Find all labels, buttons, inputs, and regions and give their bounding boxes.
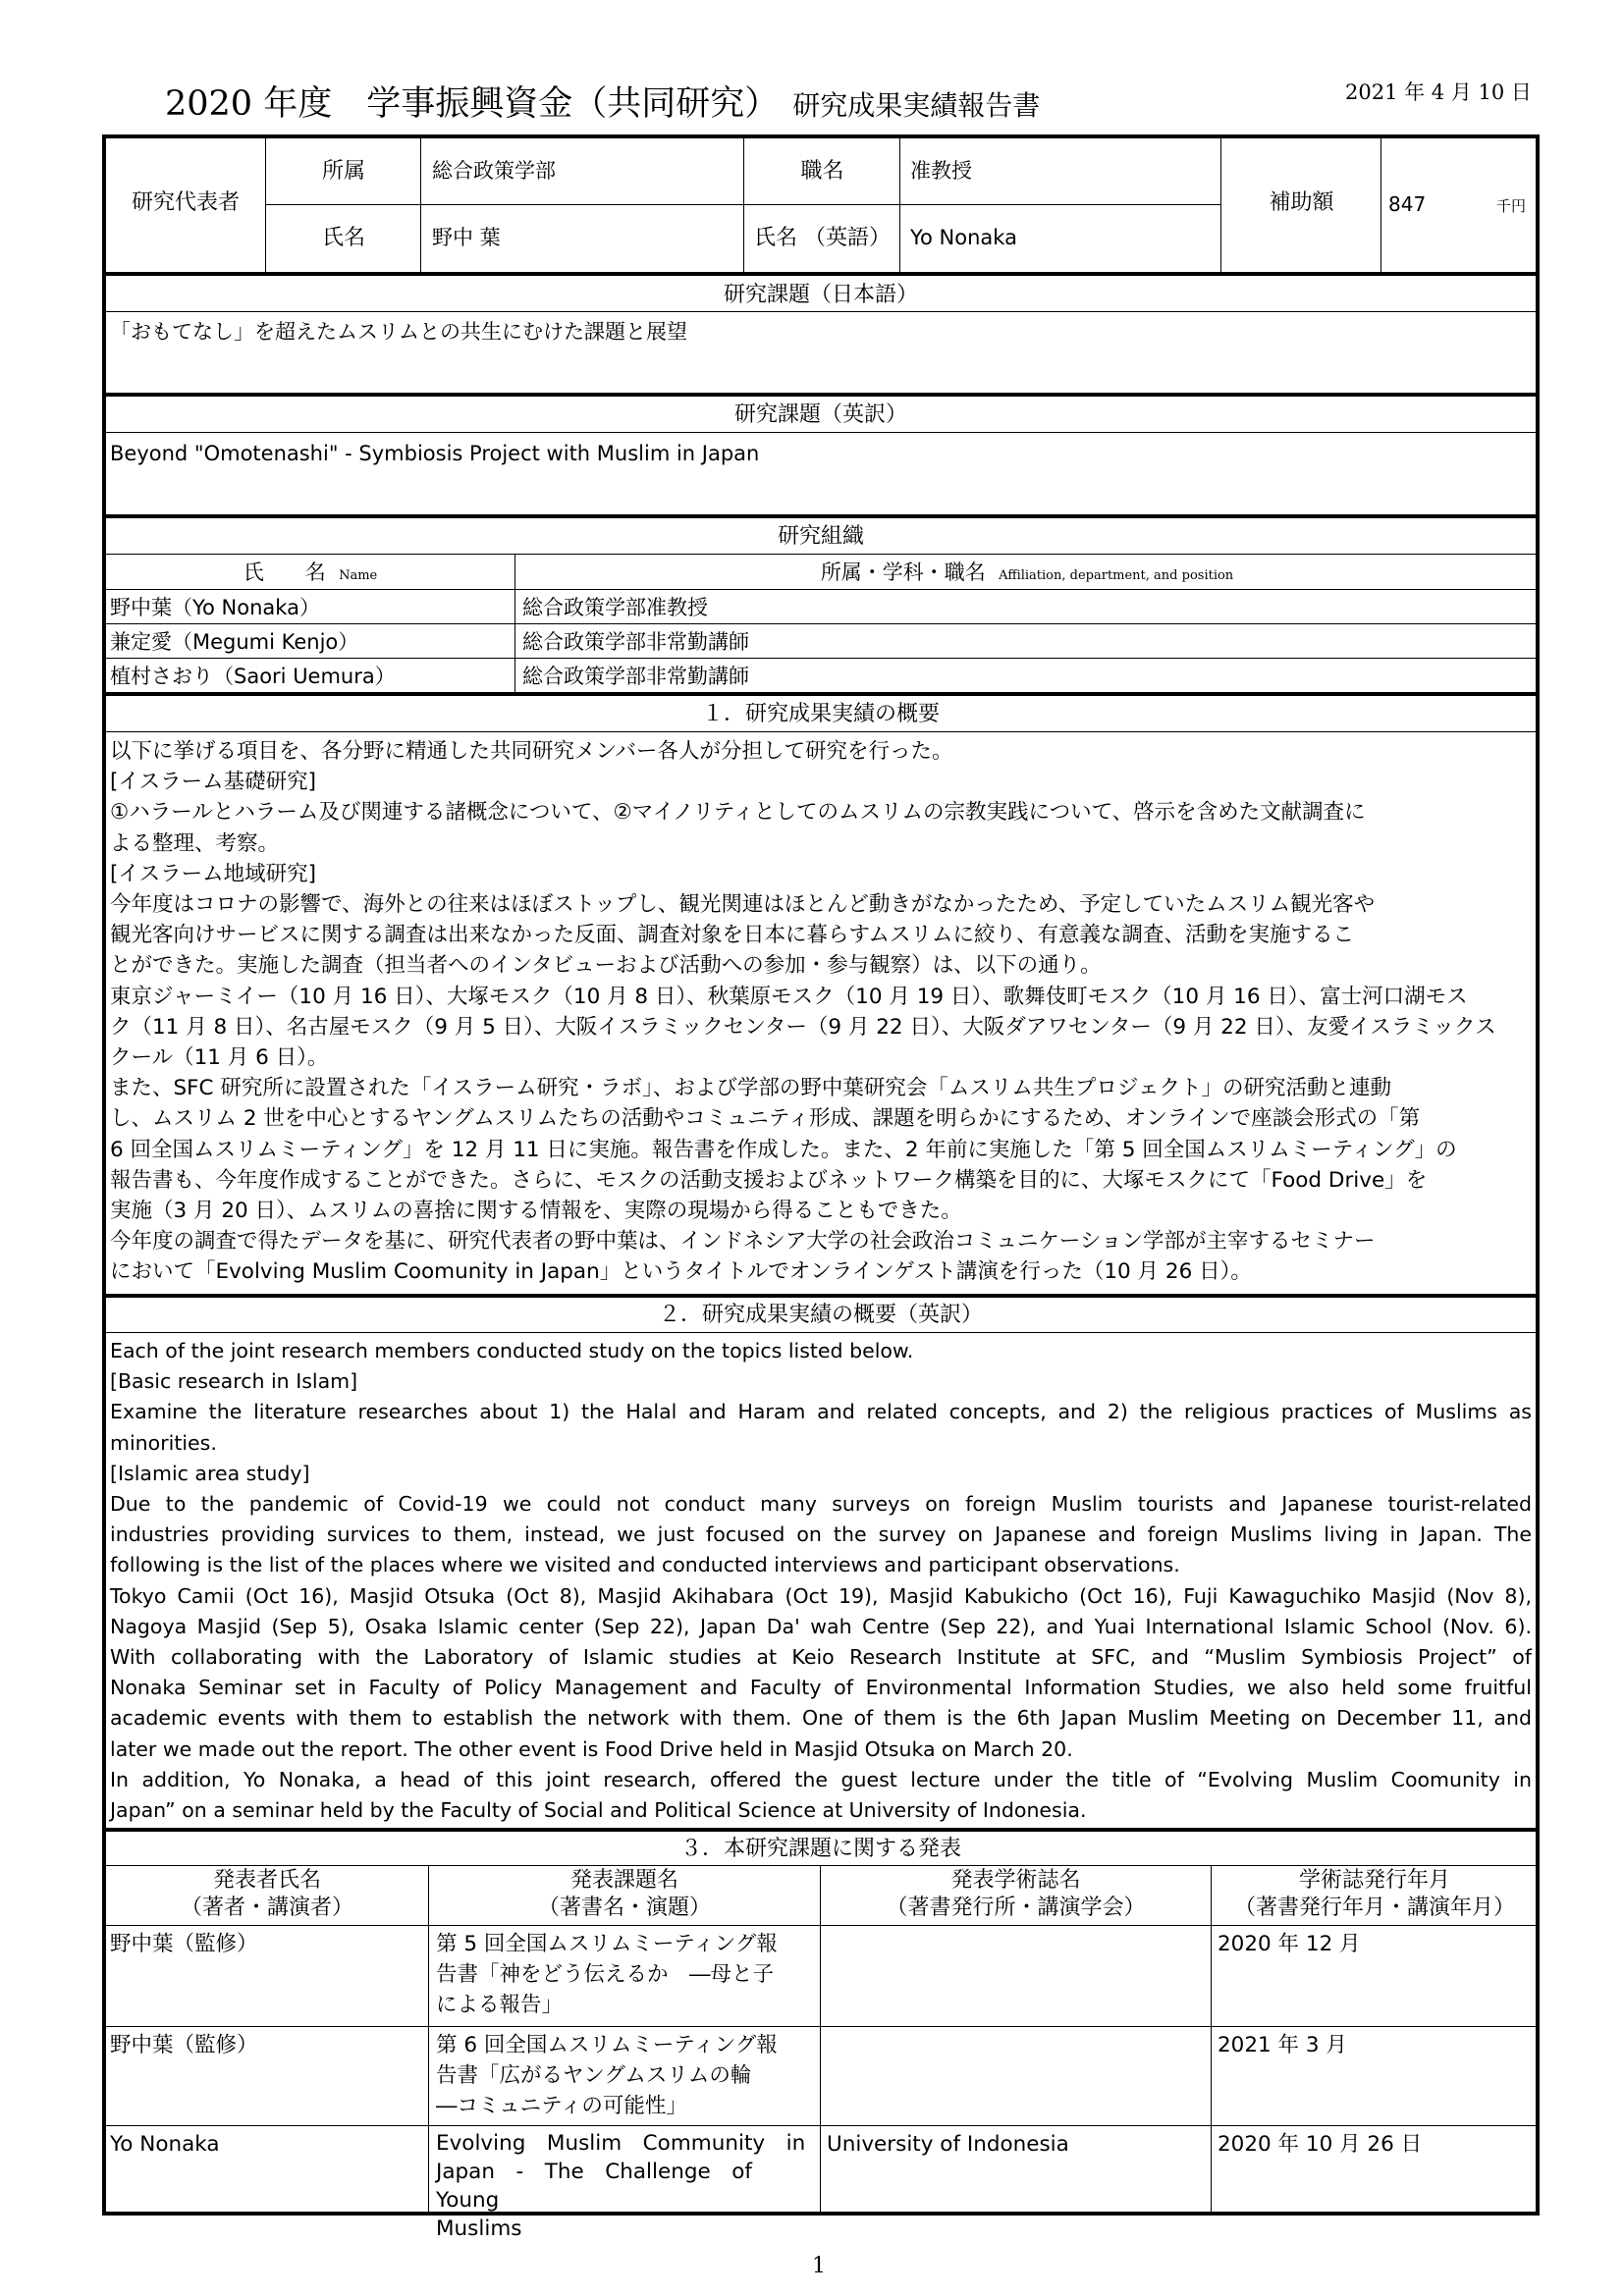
- member-aff: 総合政策学部准教授: [522, 596, 708, 619]
- summary-ja-body: [110, 736, 1532, 1288]
- org-col-aff-en: Affiliation, department, and position: [999, 568, 1234, 583]
- summary-line: Each of the joint research members conducted study on the topics listed below.: [110, 1339, 914, 1362]
- org-col-aff-ja: 所属・学科・職名: [820, 561, 986, 584]
- grant-value: 847: [1388, 192, 1427, 216]
- divider: [104, 1865, 1538, 1866]
- summary-line: とができた。実施した調査（担当者へのインタビューおよび活動への参加・参与観察）は、以下の通り。: [110, 953, 1102, 979]
- page-title: [165, 77, 1040, 126]
- summary-line: 以下に挙げる項目を、各分野に精通した共同研究メンバー各人が分担して研究を行った。: [110, 739, 953, 764]
- divider: [1380, 136, 1381, 273]
- summary-line: With collaborating with the Laboratory of Islamic studies at Keio Research Institute at SFC, and “Muslim Symbiosis Project” of: [110, 1645, 1532, 1670]
- col-header-date: [1212, 1867, 1538, 1922]
- col-header-line: （著者・講演者）: [180, 1896, 353, 1920]
- divider: [104, 514, 1538, 518]
- col-header-line: 学術誌発行年月: [1298, 1868, 1450, 1893]
- summary-line: [Islamic area study]: [110, 1461, 310, 1485]
- summary-en-body: [110, 1336, 1532, 1826]
- pub-title: [436, 1929, 814, 2020]
- divider: [104, 272, 1538, 276]
- col-header-line: （著書発行所・講演学会）: [886, 1896, 1146, 1920]
- pub-title: [436, 2129, 814, 2243]
- member-aff: 総合政策学部非常勤講師: [522, 665, 749, 688]
- grant-label: 補助額: [1269, 190, 1334, 215]
- member-name: 植村さおり（Saori Uemura）: [110, 665, 396, 688]
- summary-line: 観光客向けサービスに関する調査は出来なかった反面、調査対象を日本に暮らすムスリムに絞り、有意義な調査、活動を実施するこ: [110, 923, 1355, 948]
- summary-line: following is the list of the places where we visited and conducted interviews and participant observations.: [110, 1553, 1180, 1577]
- pub-title-line: Muslims: [436, 2216, 522, 2241]
- summary-line: 今年度の調査で得たデータを基に、研究代表者の野中葉は、インドネシア大学の社会政治コミュニケーション学部が主宰するセミナー: [110, 1229, 1376, 1255]
- pub-title-line: Japan - The Challenge of Young: [436, 2160, 774, 2213]
- affiliation-value: 総合政策学部: [432, 159, 556, 183]
- summary-line: Nonaka Seminar set in Faculty of Policy Management and Faculty of Environmental Information Studies, we also held some fruitful: [110, 1676, 1532, 1700]
- pub-author: 野中葉（監修）: [110, 2033, 258, 2057]
- member-aff: 総合政策学部非常勤講師: [522, 630, 749, 654]
- divider: [104, 1828, 1538, 1832]
- summary-line: Tokyo Camii (Oct 16), Masjid Otsuka (Oct 8), Masjid Akihabara (Oct 19), Masjid Kabukicho (Oct 16), Fuji Kawaguchiko Masjid (Nov 8),: [110, 1583, 1532, 1608]
- pub-author: Yo Nonaka: [110, 2132, 220, 2157]
- summary-line: minorities.: [110, 1430, 217, 1455]
- pub-title: [436, 2030, 814, 2121]
- col-header-line: 発表学術誌名: [950, 1868, 1081, 1893]
- summary-line: また、SFC 研究所に設置された「イスラーム研究・ラボ」、および学部の野中葉研究会「ムスリム共生プロジェクト」の研究活動と連動: [110, 1076, 1391, 1101]
- summary-line: In addition, Yo Nonaka, a head of this joint research, offered the guest lecture under the title of “Evolving Muslim Coomunity in: [110, 1767, 1532, 1791]
- summary-line: later we made out the report. The other event is Food Drive held in Masjid Otsuka on March 20.: [110, 1736, 1073, 1761]
- col-header-author: [106, 1867, 428, 1922]
- divider: [104, 311, 1538, 312]
- divider: [104, 1294, 1538, 1298]
- summary-line: 6 回全国ムスリムミーティング」を 12 月 11 日に実施。報告書を作成した。また、2 年前に実施した「第 5 回全国ムスリムミーティング」の: [110, 1137, 1457, 1162]
- summary-ja-heading: １．研究成果実績の概要: [701, 702, 940, 726]
- pub-author: 野中葉（監修）: [110, 1932, 258, 1956]
- summary-line: し、ムスリム 2 世を中心とするヤングムスリムたちの活動やコミュニティ形成、課題を明らかにするため、オンラインで座談会形式の「第: [110, 1106, 1421, 1132]
- theme-ja-text: 「おもてなし」を超えたムスリムとの共生にむけた課題と展望: [110, 320, 687, 344]
- theme-en-heading: 研究課題（英訳）: [733, 402, 907, 427]
- name-en-label: 氏名 （英語）: [754, 226, 891, 250]
- title-main: 2020 年度 学事振興資金（共同研究）: [165, 84, 780, 124]
- org-col-name: [106, 559, 514, 590]
- name-value: 野中 葉: [432, 226, 501, 249]
- divider: [104, 393, 1538, 397]
- pub-title-line: 告書「広がるヤングムスリムの輪: [436, 2063, 752, 2088]
- member-name: 野中葉（Yo Nonaka）: [110, 596, 320, 619]
- summary-line: [イスラーム地域研究]: [110, 861, 317, 886]
- pub-date: 2020 年 12 月: [1218, 1932, 1361, 1956]
- divider: [104, 658, 1538, 659]
- summary-line: ク（11 月 8 日）、名古屋モスク（9 月 5 日）、大阪イスラミックセンター（9 月 22 日）、大阪ダアワセンター（9 月 22 日）、友愛イスラミックス: [110, 1014, 1496, 1040]
- summary-line: industries providing survices to them, instead, we just focused on the survey on Japanese and foreign Muslims living in Japan. The: [110, 1522, 1532, 1547]
- summary-line: Nagoya Masjid (Sep 5), Osaka Islamic center (Sep 22), Japan Da' wah Centre (Sep 22), and Yuai International Islamic School (Nov. 6).: [110, 1614, 1532, 1638]
- divider: [104, 554, 1538, 555]
- grant-unit: 千円: [1496, 197, 1527, 215]
- title-sub: 研究成果実績報告書: [792, 89, 1041, 122]
- summary-line: academic events with them to establish the network with them. One of them is the 6th Japan Muslim Meeting on December 11, and: [110, 1706, 1532, 1731]
- divider: [104, 2026, 1538, 2027]
- organization-heading: 研究組織: [777, 524, 864, 549]
- org-col-name-en: Name: [339, 568, 378, 583]
- divider: [104, 432, 1538, 433]
- pub-title-line: 第 6 回全国ムスリムミーティング報: [436, 2033, 778, 2057]
- summary-line: 実施（3 月 20 日）、ムスリムの喜捨に関する情報を、実際の現場から得ることもできた。: [110, 1199, 962, 1224]
- col-header-line: 発表課題名: [569, 1868, 678, 1893]
- pub-title-line: ―コミュニティの可能性」: [436, 2094, 687, 2118]
- summary-line: よる整理、考察。: [110, 830, 280, 856]
- summary-line: [イスラーム基礎研究]: [110, 770, 317, 795]
- divider: [104, 731, 1538, 732]
- summary-line: Japan” on a seminar held by the Faculty of Social and Political Science at University of Indonesia.: [110, 1798, 1087, 1823]
- pub-journal: University of Indonesia: [827, 2132, 1069, 2157]
- summary-line: において「Evolving Muslim Coomunity in Japan」というタイトルでオンラインゲスト講演を行った（10 月 26 日）。: [110, 1259, 1252, 1285]
- member-name: 兼定愛（Megumi Kenjo）: [110, 630, 359, 654]
- presentations-heading: ３．本研究課題に関する発表: [679, 1837, 961, 1861]
- summary-line: クール（11 月 6 日）。: [110, 1045, 329, 1071]
- page-number: 1: [812, 2254, 826, 2278]
- summary-en-heading: ２．研究成果実績の概要（英訳）: [658, 1303, 983, 1327]
- theme-ja-heading: 研究課題（日本語）: [723, 283, 918, 307]
- position-value: 准教授: [910, 159, 972, 183]
- summary-line: 今年度はコロナの影響で、海外との往来はほぼストップし、観光関連はほとんど動きがなかったため、予定していたムスリム観光客や: [110, 892, 1376, 918]
- theme-en-text: Beyond "Omotenashi" - Symbiosis Project with Muslim in Japan: [110, 442, 760, 465]
- name-en-value: Yo Nonaka: [910, 226, 1017, 249]
- report-date: 2021 年 4 月 10 日: [1345, 80, 1532, 104]
- col-header-line: （著書発行年月・講演年月）: [1233, 1896, 1515, 1920]
- col-header-title: [429, 1867, 820, 1922]
- pub-title-line: 第 5 回全国ムスリムミーティング報: [436, 1932, 778, 1956]
- col-header-journal: [821, 1867, 1211, 1922]
- pub-date: 2020 年 10 月 26 日: [1218, 2132, 1423, 2157]
- col-header-line: （著書名・演題）: [537, 1896, 711, 1920]
- divider: [104, 1332, 1538, 1333]
- summary-line: Examine the literature researches about 1) the Halal and Haram and related concepts, and 2) the religious practices of Muslims as: [110, 1400, 1532, 1424]
- org-col-aff: [516, 559, 1538, 590]
- summary-line: 報告書も、今年度作成することができた。さらに、モスクの活動支援およびネットワーク構築を目的に、大塚モスクにて「Food Drive」を: [110, 1167, 1428, 1193]
- affiliation-label: 所属: [321, 159, 365, 184]
- divider: [104, 2125, 1538, 2126]
- divider: [104, 589, 1538, 590]
- position-label: 職名: [800, 159, 844, 184]
- summary-line: [Basic research in Islam]: [110, 1369, 358, 1394]
- divider: [104, 623, 1538, 624]
- representative-label: 研究代表者: [131, 190, 240, 215]
- pub-title-line: Evolving Muslim Community in: [436, 2131, 806, 2156]
- pub-title-line: による報告」: [436, 1993, 564, 2017]
- summary-line: 東京ジャーミイー（10 月 16 日）、大塚モスク（10 月 8 日）、秋葉原モスク（10 月 19 日）、歌舞伎町モスク（10 月 16 日）、富士河口湖モス: [110, 984, 1468, 1009]
- org-col-name-ja: 氏 名: [243, 561, 326, 584]
- divider: [104, 1925, 1538, 1926]
- pub-date: 2021 年 3 月: [1218, 2033, 1347, 2057]
- divider: [104, 692, 1538, 696]
- divider: [265, 204, 1221, 205]
- summary-line: Due to the pandemic of Covid-19 we could not conduct many surveys on foreign Muslim tourists and Japanese tourist-related: [110, 1492, 1532, 1517]
- col-header-line: 発表者氏名: [212, 1868, 321, 1893]
- pub-title-line: 告書「神をどう伝えるか ―母と子: [436, 1962, 775, 1987]
- summary-line: ①ハラールとハラーム及び関連する諸概念について、②マイノリティとしてのムスリムの宗教実践について、啓示を含めた文献調査に: [110, 800, 1366, 826]
- name-label: 氏名: [321, 226, 365, 250]
